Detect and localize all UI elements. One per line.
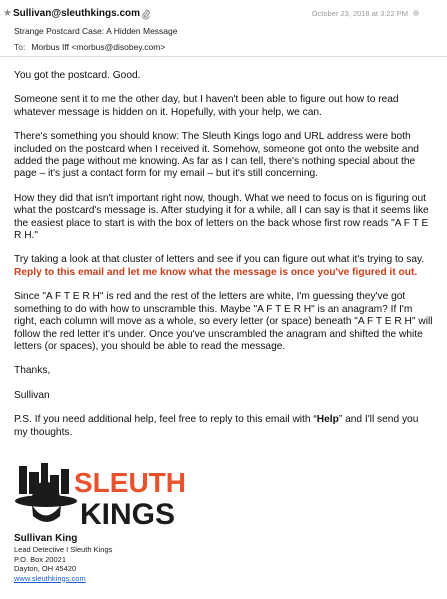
body-paragraph-6: Since "A F T E R H" is red and the rest of the letters are white, I'm guessing they've got something to do with how to unscramble this. Maybe "A F T E R H" is an anagram? If I'm right, each column will move as a whole, so every letter (or space) beneath "A F T E R H" will follow the red letter it's under. Once you've unscrambled the anagram and shifted the white letters (or spaces), you should be able to read the message. [14,291,433,352]
signature-address-1: P.O. Box 20021 [14,554,66,564]
email-date: October 23, 2018 at 3:22 PM [311,9,408,18]
help-keyword: Help [316,414,339,426]
sleuth-kings-logo [14,462,224,528]
body-paragraph-3: There's something you should know: The Sleuth Kings logo and URL address were both included on the postcard when I received it. Somehow, someone got onto the website and added the page without me knowing. As far as I can tell, there's nothing special about the page – it's just a contact form for my email – but it's still concerning. [14,131,419,180]
signature-block [14,533,112,583]
email-body [14,70,434,451]
signature-name: Sullivan King [14,533,78,544]
recipient-line [14,42,165,52]
star-icon[interactable]: ★ [3,8,12,19]
signature-title: Lead Detective I Sleuth Kings [14,545,113,554]
signature-address-2: Dayton, OH 45420 [14,564,77,573]
email-header [0,0,447,57]
recipient-address[interactable]: Morbus Iff <morbus@disobey.com> [31,42,166,52]
paragraph-5-text: Try taking a look at that cluster of letters and see if you can figure out what it's trying to say. [14,254,425,266]
ps-text-start: P.S. If you need additional help, feel free to reply to this email with “ [14,414,317,426]
sender-address[interactable]: Sullivan@sleuthkings.com [13,8,141,19]
to-label: To: [14,42,26,52]
body-paragraph-5 [14,254,434,279]
body-paragraph-8: Sullivan [14,389,50,401]
body-paragraph-2: Someone sent it to me the other day, but I haven't been able to figure out how to read whatever message is hidden on it. Hopefully, with your help, we can. [14,94,399,118]
body-paragraph-1: You got the postcard. Good. [14,70,141,81]
email-subject: Strange Postcard Case: A Hidden Message [14,26,178,36]
logo-word-kings: KINGS [80,498,176,528]
paperclip-icon[interactable] [142,7,150,25]
logo-word-sleuth: SLEUTH [74,467,186,498]
reply-instruction: Reply to this email and let me know what the message is once you've figured it out. [14,266,418,278]
body-paragraph-7: Thanks, [14,365,51,377]
body-paragraph-4: How they did that isn't important right now, though. What we need to focus on is figuring out what the postcard's message is. After studying it for a while, all I can say is that it seems like the easiest place to start is with the box of letters on the back whose first row reads "A F T E R H." [14,192,429,242]
signature-website-link[interactable]: www.sleuthkings.com [14,573,86,583]
detective-emblem-icon [15,463,77,522]
ps-text-end: ” and I'll send you my thoughts. [14,414,419,438]
status-dot-icon [413,10,419,16]
body-paragraph-ps [14,414,434,439]
